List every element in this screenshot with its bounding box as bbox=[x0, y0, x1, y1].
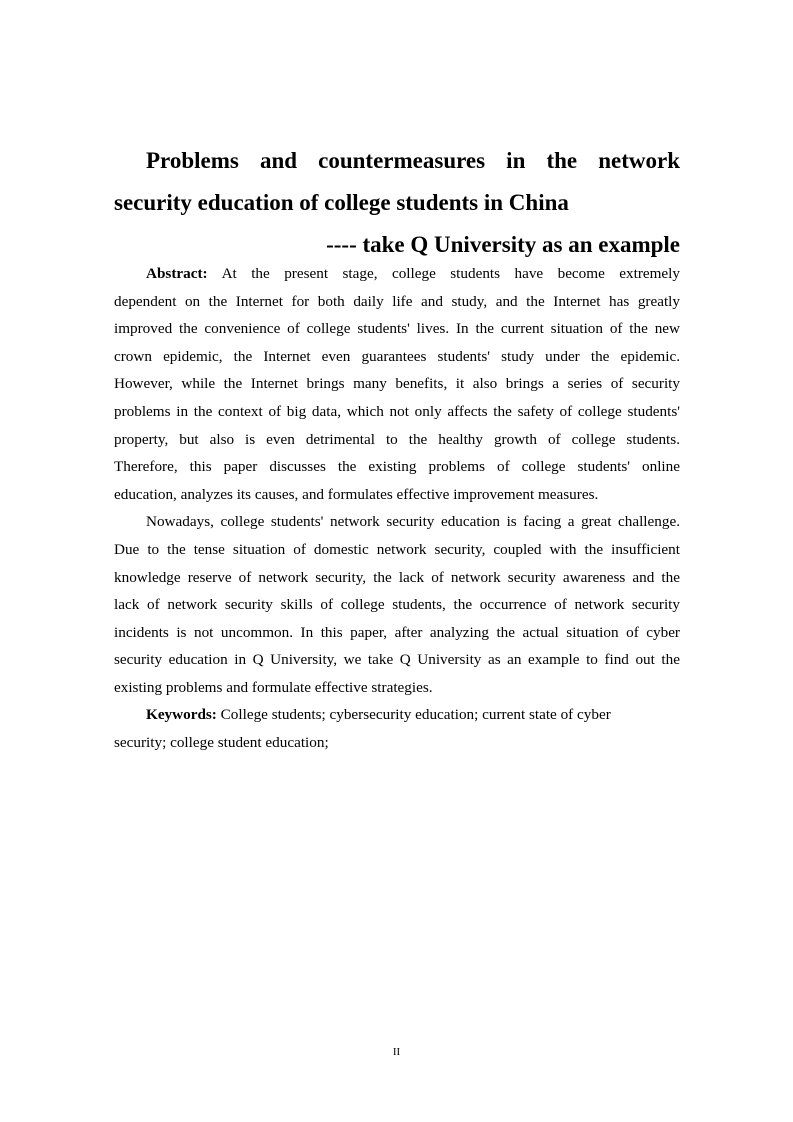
paper-title bbox=[114, 140, 680, 266]
abstract-section bbox=[114, 260, 680, 702]
keywords-text: College students; cybersecurity education; current state of cyber bbox=[220, 706, 611, 723]
abstract-line: crown epidemic, the Internet even guarantees students' study under the epidemic. bbox=[114, 347, 680, 365]
paragraph-line: lack of network security skills of college students, the occurrence of network security bbox=[114, 596, 680, 614]
keywords-section bbox=[114, 701, 680, 756]
paragraph-line: Nowadays, college students' network security education is facing a great challenge. bbox=[146, 513, 680, 531]
abstract-line: However, while the Internet brings many benefits, it also brings a series of security bbox=[114, 375, 680, 393]
paragraph-line: Due to the tense situation of domestic network security, coupled with the insufficient bbox=[114, 540, 680, 558]
title-line-2: security education of college students in China bbox=[114, 190, 569, 215]
abstract-line: education, analyzes its causes, and formulates effective improvement measures. bbox=[114, 485, 599, 503]
abstract-line: property, but also is even detrimental to the healthy growth of college students. bbox=[114, 430, 680, 448]
abstract-label: Abstract: bbox=[146, 265, 208, 282]
paragraph-line: incidents is not uncommon. In this paper, after analyzing the actual situation of cyber bbox=[114, 623, 680, 641]
keywords-line bbox=[114, 701, 680, 729]
abstract-line-text: At the present stage, college students have become extremely bbox=[221, 265, 680, 282]
abstract-line: problems in the context of big data, which not only affects the safety of college students' bbox=[114, 402, 680, 420]
body-paragraph-2 bbox=[114, 508, 680, 701]
abstract-line: dependent on the Internet for both daily life and study, and the Internet has greatly bbox=[114, 292, 680, 310]
subtitle: ---- take Q University as an example bbox=[326, 232, 680, 257]
abstract-line: improved the convenience of college students' lives. In the current situation of the new bbox=[114, 320, 680, 338]
abstract-paragraph bbox=[114, 260, 680, 508]
title-line-1: Problems and countermeasures in the network bbox=[146, 148, 680, 173]
paragraph-line: existing problems and formulate effective strategies. bbox=[114, 678, 433, 696]
abstract-line: Therefore, this paper discusses the existing problems of college students' online bbox=[114, 458, 680, 476]
paragraph-line: knowledge reserve of network security, the lack of network security awareness and the bbox=[114, 568, 680, 586]
abstract-line bbox=[114, 260, 680, 288]
keywords-label: Keywords: bbox=[146, 706, 217, 723]
page-number: II bbox=[392, 1046, 401, 1058]
keywords-line: security; college student education; bbox=[114, 733, 329, 751]
paragraph-line: security education in Q University, we take Q University as an example to find out the bbox=[114, 651, 680, 669]
